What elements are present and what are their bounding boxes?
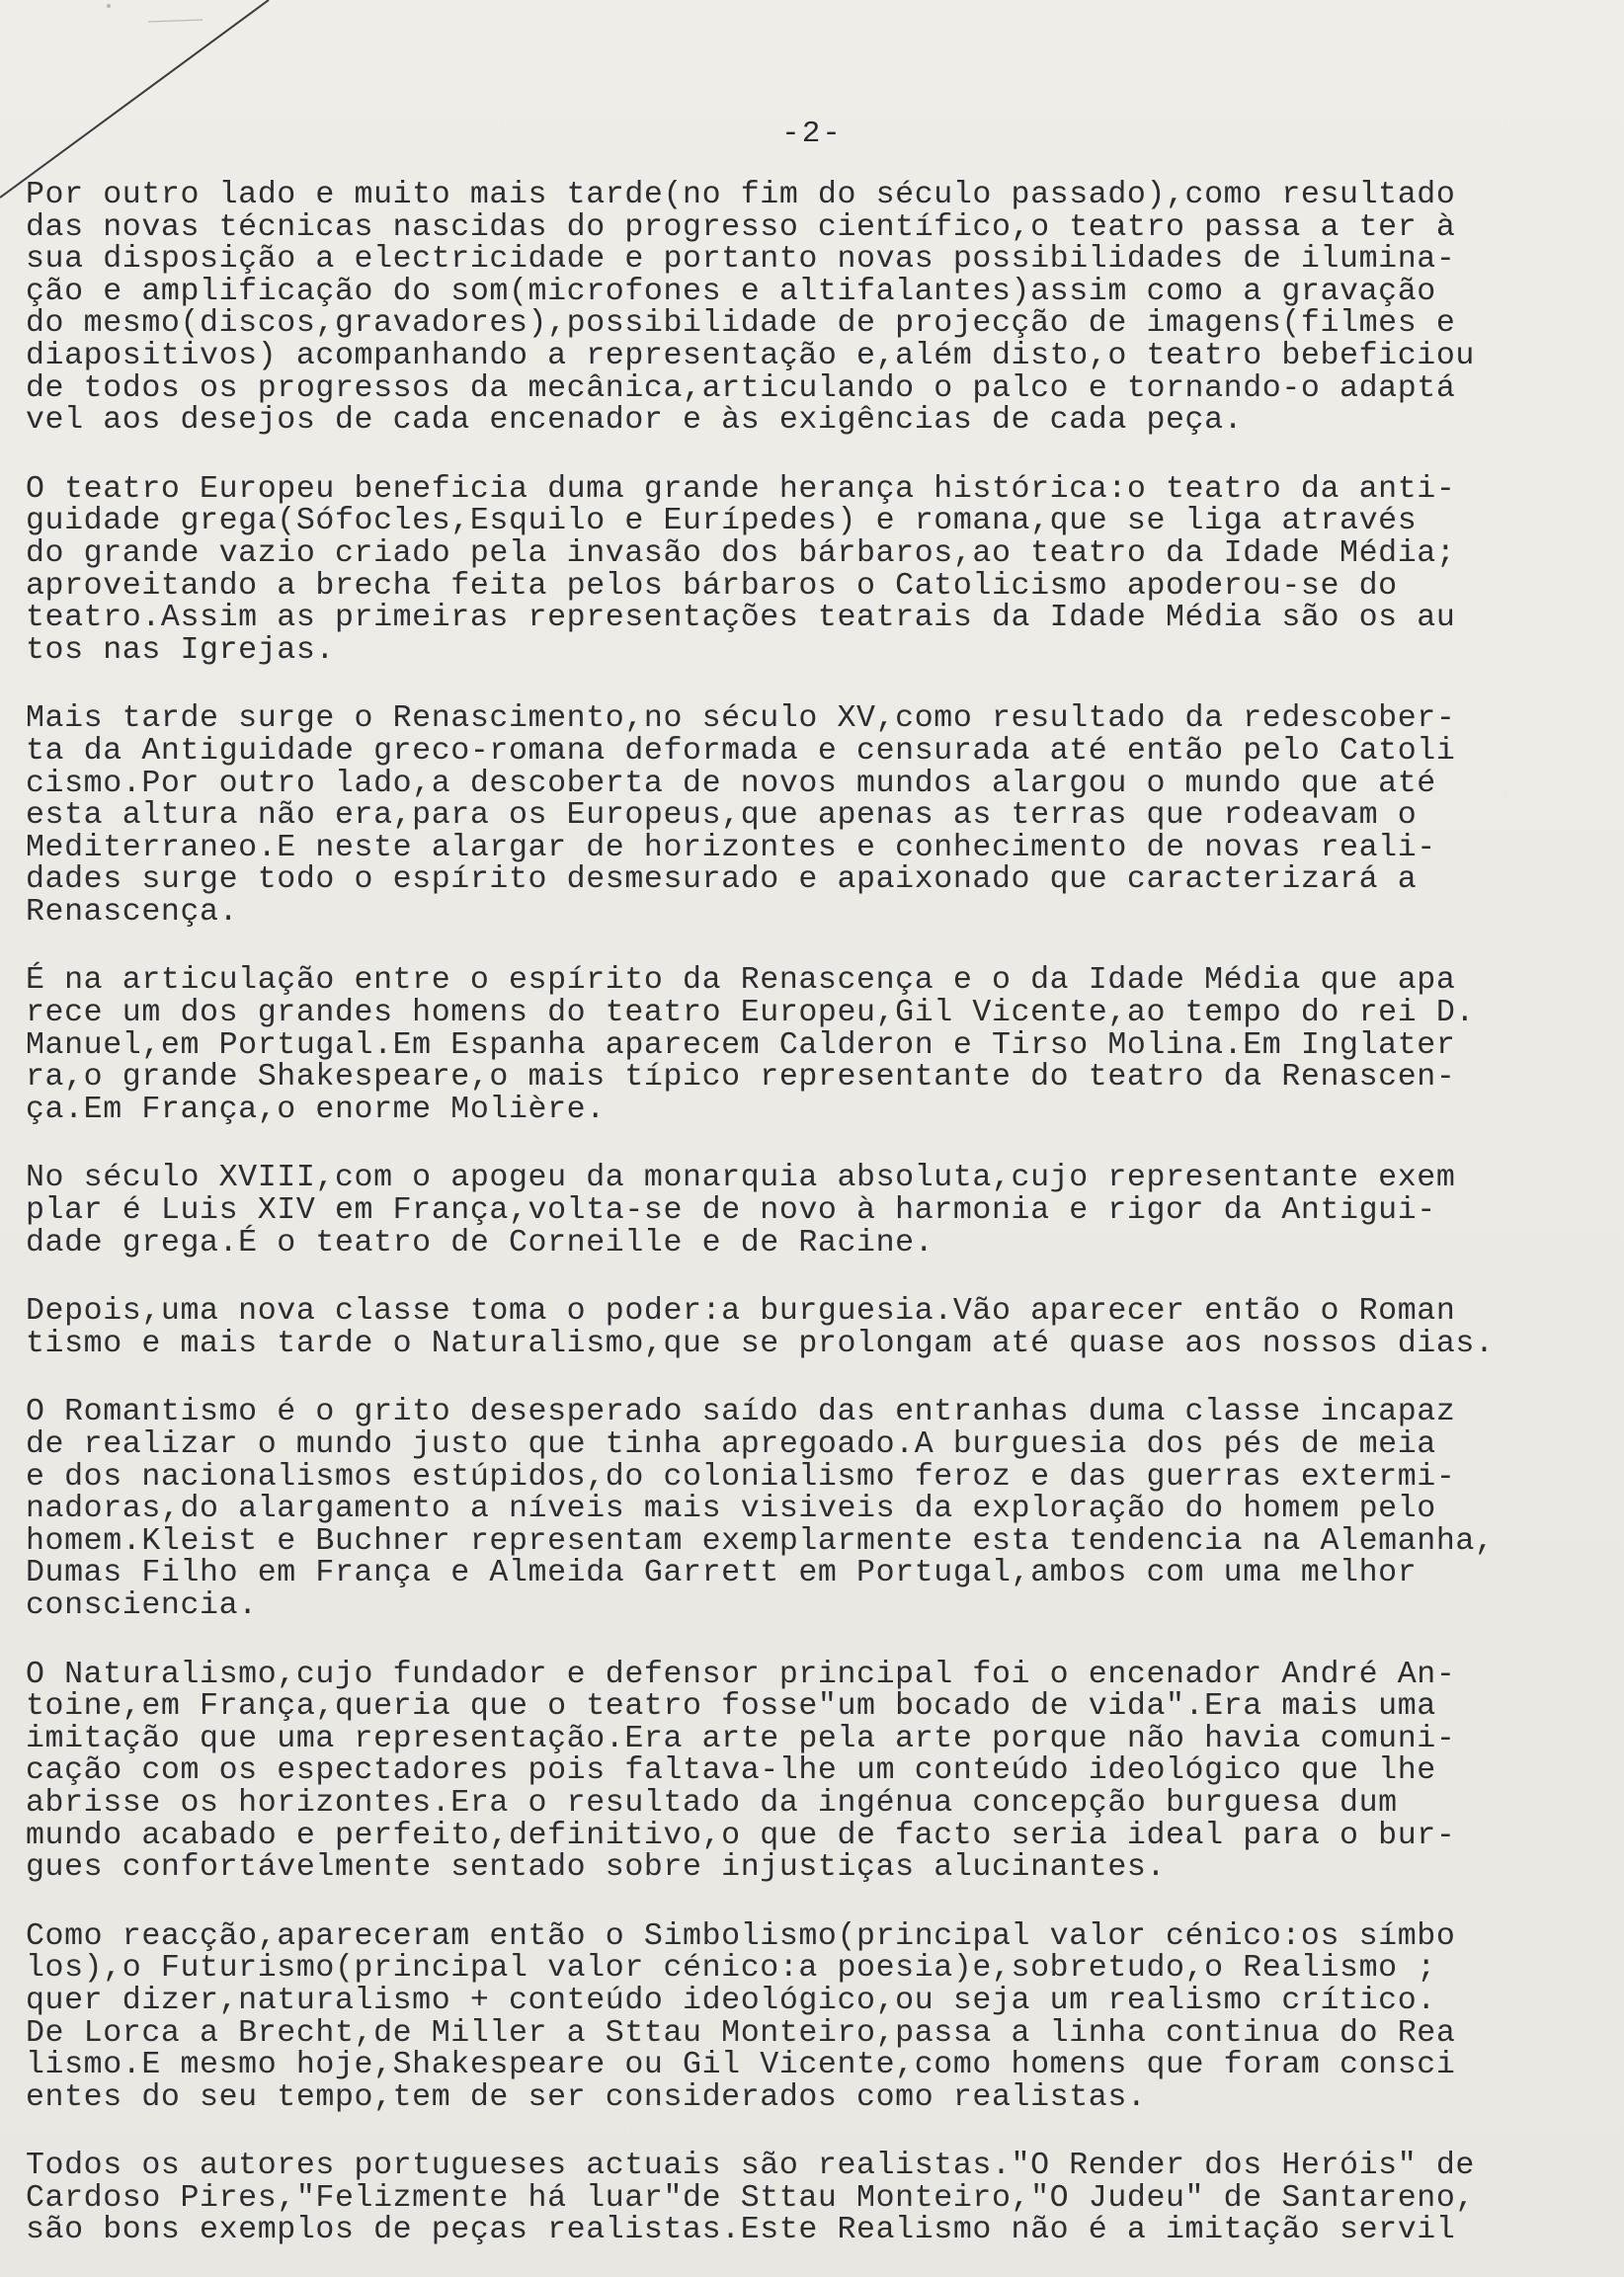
text-line: tos nas Igrejas. [26, 632, 335, 668]
text-line: No século XVIII,com o apogeu da monarquia absoluta,cujo representante exem [26, 1161, 1456, 1196]
text-line: cação com os espectadores pois faltava-lhe um conteúdo ideológico que lhe [26, 1753, 1436, 1789]
page-number: -2- [781, 117, 843, 151]
text-line: O teatro Europeu beneficia duma grande herança histórica:o teatro da anti- [26, 471, 1456, 507]
paragraph [26, 703, 1606, 929]
text-line: esta altura não era,para os Europeus,que apenas as terras que rodeavam o [26, 798, 1418, 834]
text-line: los),o Futurismo(principal valor cénico:a poesia)e,sobretudo,o Realismo ; [26, 1951, 1436, 1987]
text-line: teatro.Assim as primeiras representações teatrais da Idade Média são os au [26, 601, 1456, 636]
text-line: sua disposição a electricidade e portanto novas possibilidades de ilumina- [26, 242, 1456, 278]
text-line: homem.Kleist e Buchner representam exemplarmente esta tendencia na Alemanha, [26, 1523, 1495, 1559]
text-line: do grande vazio criado pela invasão dos bárbaros,ao teatro da Idade Média; [26, 535, 1456, 571]
text-line: Por outro lado e muito mais tarde(no fim do século passado),como resultado [26, 178, 1456, 212]
text-line: Como reacção,apareceram então o Simbolismo(principal valor cénico:os símbo [26, 1918, 1456, 1954]
text-line: entes do seu tempo,tem de ser considerados como realistas. [26, 2079, 1147, 2115]
text-line: ta da Antiguidade greco-romana deformada e censurada até então pelo Catoli [26, 733, 1456, 769]
text-line: e dos nacionalismos estúpidos,do colonialismo feroz e das guerras extermi- [26, 1459, 1456, 1495]
paragraph [26, 471, 1606, 668]
text-line: Manuel,em Portugal.Em Espanha aparecem Calderon e Tirso Molina.Em Inglater [26, 1027, 1456, 1063]
text-line: são bons exemplos de peças realistas.Este Realismo não é a imitação servil [26, 2213, 1456, 2248]
text-line: lismo.E mesmo hoje,Shakespeare ou Gil Vicente,como homens que foram consci [26, 2048, 1456, 2083]
text-line: aproveitando a brecha feita pelos bárbaros o Catolicismo apoderou-se do [26, 568, 1398, 604]
paragraph [26, 1296, 1606, 1360]
text-line: toine,em França,queria que o teatro fosse"um bocado de vida".Era mais uma [26, 1689, 1436, 1725]
text-line: das novas técnicas nascidas do progresso científico,o teatro passa a ter à [26, 209, 1456, 245]
text-line: plar é Luis XIV em França,volta-se de novo à harmonia e rigor da Antigui- [26, 1193, 1436, 1229]
paragraph [26, 180, 1606, 438]
text-line: do mesmo(discos,gravadores),possibilidade de projecção de imagens(filmes e [26, 306, 1456, 342]
text-line: de realizar o mundo justo que tinha apregoado.A burguesia dos pés de meia [26, 1427, 1436, 1462]
text-line: O Naturalismo,cujo fundador e defensor principal foi o encenador André An- [26, 1657, 1456, 1692]
text-line: quer dizer,naturalismo + conteúdo ideológico,ou seja um realismo crítico. [26, 1983, 1436, 2018]
text-line: ça.Em França,o enorme Molière. [26, 1092, 606, 1127]
text-line: mundo acabado e perfeito,definitivo,o que de facto seria ideal para o bur- [26, 1818, 1456, 1853]
text-line: abrisse os horizontes.Era o resultado da ingénua concepção burguesa dum [26, 1785, 1398, 1821]
text-line: dades surge todo o espírito desmesurado e apaixonado que caracterizará a [26, 862, 1418, 898]
text-line: vel aos desejos de cada encenador e às exigências de cada peça. [26, 403, 1244, 439]
text-line: ção e amplificação do som(microfones e altifalantes)assim como a gravação [26, 274, 1436, 309]
paragraph [26, 1918, 1606, 2115]
text-line: É na articulação entre o espírito da Renascença e o da Idade Média que apa [26, 963, 1456, 999]
text-line: ra,o grande Shakespeare,o mais típico representante do teatro da Renascen- [26, 1060, 1456, 1096]
text-line: O Romantismo é o grito desesperado saído das entranhas duma classe incapaz [26, 1395, 1456, 1430]
text-line: De Lorca a Brecht,de Miller a Sttau Monteiro,passa a linha continua do Rea [26, 2015, 1456, 2051]
text-line: rece um dos grandes homens do teatro Europeu,Gil Vicente,ao tempo do rei D. [26, 996, 1475, 1031]
text-line: Todos os autores portugueses actuais são realistas."O Render dos Heróis" de [26, 2149, 1475, 2184]
text-line: Renascença. [26, 894, 239, 930]
text-line: tismo e mais tarde o Naturalismo,que se prolongam até quase aos nossos dias. [26, 1326, 1495, 1361]
text-line: Depois,uma nova classe toma o poder:a burguesia.Vão aparecer então o Roman [26, 1294, 1456, 1330]
text-line: diapositivos) acompanhando a representação e,além disto,o teatro bebeficiou [26, 338, 1475, 373]
text-line: guidade grega(Sófocles,Esquilo e Eurípedes) e romana,que se liga através [26, 504, 1418, 539]
text-line: gues confortávelmente sentado sobre injustiças alucinantes. [26, 1850, 1167, 1886]
paragraph [26, 1163, 1606, 1260]
text-line: Mais tarde surge o Renascimento,no século XV,como resultado da redescober- [26, 701, 1456, 737]
text-line: Dumas Filho em França e Almeida Garrett em Portugal,ambos com uma melhor [26, 1556, 1418, 1591]
text-line: Cardoso Pires,"Felizmente há luar"de Sttau Monteiro,"O Judeu" de Santareno, [26, 2180, 1475, 2216]
text-line: dade grega.É o teatro de Corneille e de Racine. [26, 1225, 934, 1260]
folded-corner-mark [0, 0, 277, 207]
body-text [26, 180, 1606, 2277]
paragraph [26, 2151, 1606, 2247]
paragraph [26, 1657, 1606, 1886]
paragraph [26, 1397, 1606, 1622]
text-line: de todos os progressos da mecânica,articulando o palco e tornando-o adaptá [26, 370, 1456, 406]
text-line: imitação que uma representação.Era arte pela arte porque não havia comuni- [26, 1721, 1456, 1756]
text-line: Mediterraneo.E neste alargar de horizontes e conhecimento de novas reali- [26, 830, 1436, 865]
paragraph [26, 965, 1606, 1126]
text-line: consciencia. [26, 1587, 258, 1623]
text-line: nadoras,do alargamento a níveis mais visiveis da exploração do homem pelo [26, 1492, 1436, 1527]
text-line: cismo.Por outro lado,a descoberta de novos mundos alargou o mundo que até [26, 766, 1436, 801]
